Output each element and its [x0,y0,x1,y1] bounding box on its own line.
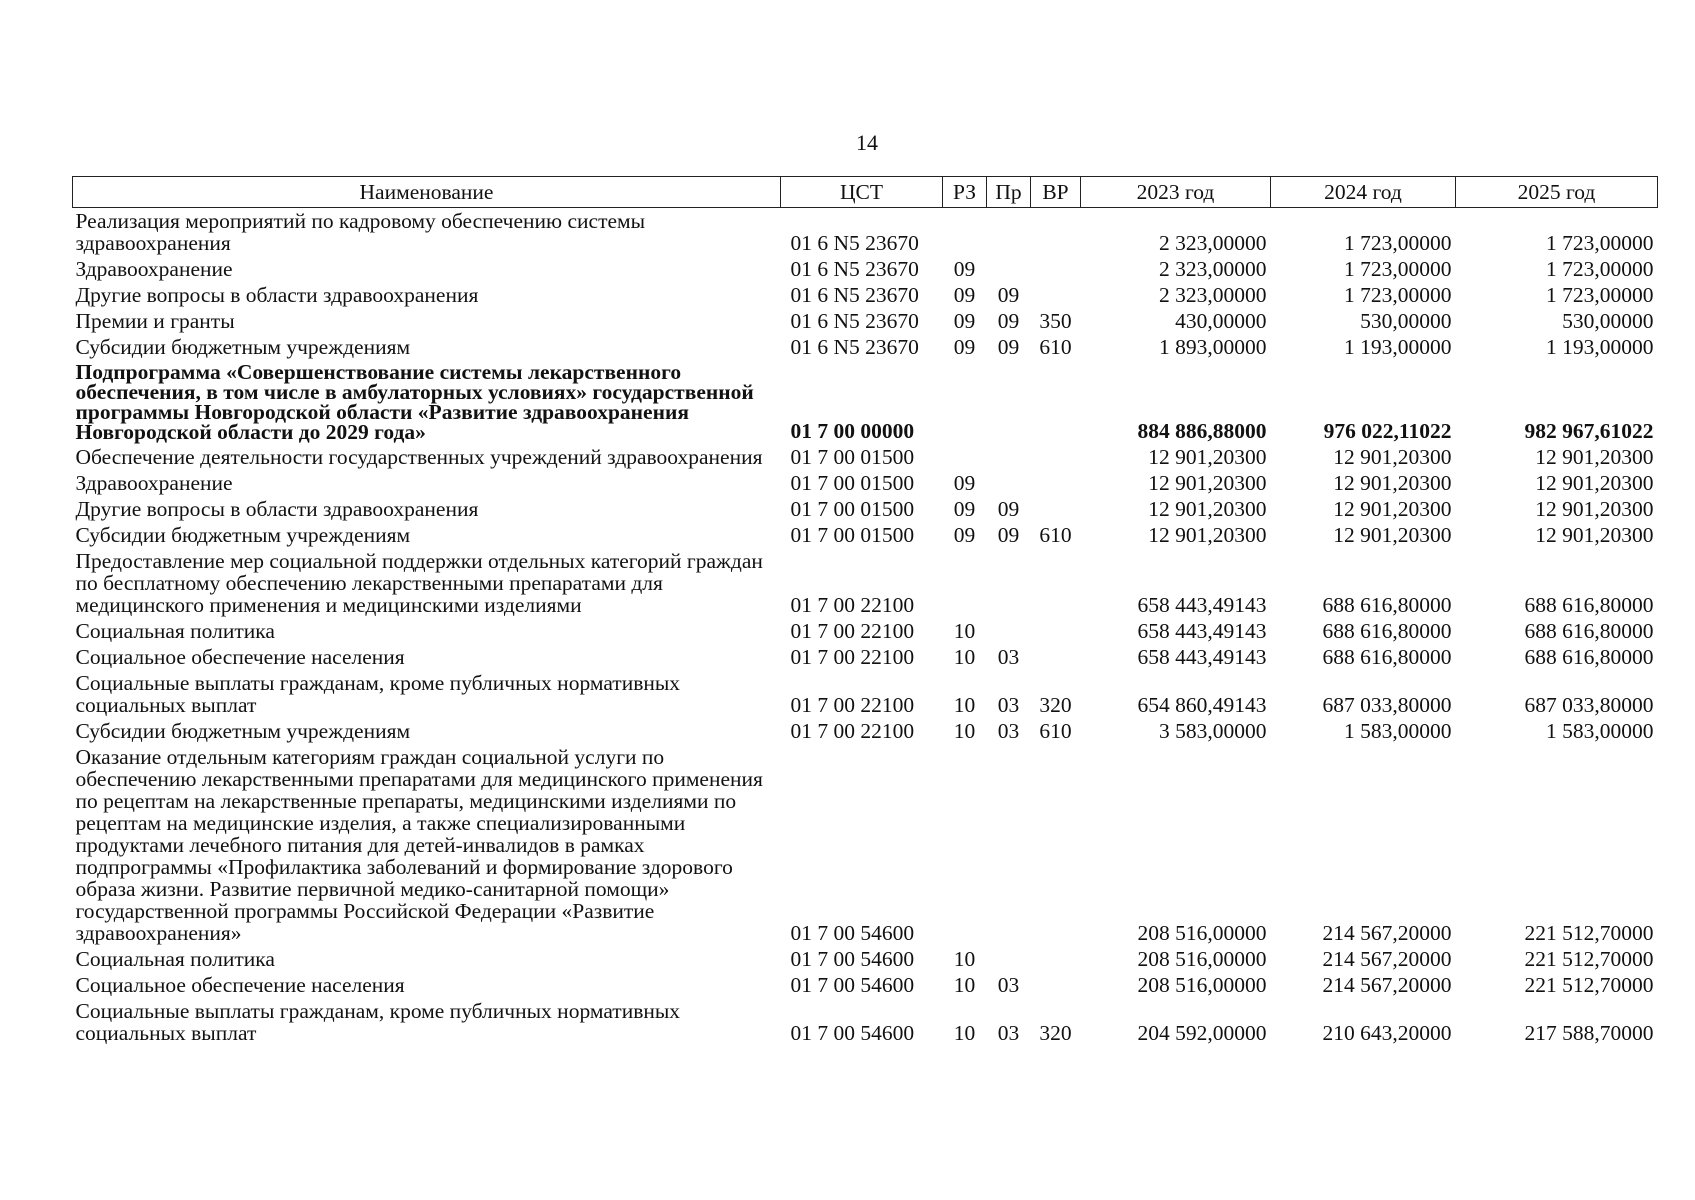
row-name: Социальное обеспечение населения [75,973,405,997]
row-2023: 12 901,20300 [1148,497,1267,521]
row-2024: 214 567,20000 [1322,973,1452,997]
row-vr [1031,550,1081,620]
row-name: Здравоохранение [75,257,233,281]
row-vr [1031,646,1081,672]
row-2025: 982 967,61022 [1524,419,1654,443]
row-rz: 10 [953,973,976,997]
header-cst: ЦСТ [781,177,943,208]
row-cst: 01 7 00 22100 [790,619,915,643]
row-cst: 01 6 N5 23670 [790,335,919,359]
row-vr [1031,620,1081,646]
row-cst: 01 7 00 54600 [790,947,915,971]
row-2025: 687 033,80000 [1524,693,1654,717]
row-2025: 221 512,70000 [1524,947,1654,971]
row-vr [1031,362,1081,446]
row-pr: 03 [997,693,1020,717]
row-rz: 10 [953,947,976,971]
row-name: Обеспечение деятельности государственных учреждений здравоохранения [75,445,763,469]
table-row [73,208,1658,259]
row-2024: 976 022,11022 [1323,419,1452,443]
row-pr: 09 [997,335,1020,359]
table-row [73,720,1658,746]
row-name: Субсидии бюджетным учреждениям [75,523,411,547]
row-cst: 01 7 00 22100 [790,645,915,669]
row-name: Субсидии бюджетным учреждениям [75,719,411,743]
table-row [73,258,1658,284]
header-2024: 2024 год [1271,177,1456,208]
row-vr [1031,974,1081,1000]
row-rz: 09 [953,471,976,495]
row-2024: 12 901,20300 [1333,471,1452,495]
table-row [73,310,1658,336]
row-vr: 610 [1039,523,1072,547]
row-name: Предоставление мер социальной поддержки отдельных категорий граждан по бесплатному обеспечению лекарственными препаратами для медицинского применения и медицинскими изделиями [75,549,763,617]
row-2023: 3 583,00000 [1159,719,1267,743]
row-2024: 12 901,20300 [1333,523,1452,547]
row-name: Здравоохранение [75,471,233,495]
row-rz: 10 [953,1021,976,1045]
row-rz [943,208,987,259]
row-cst: 01 6 N5 23670 [790,283,919,307]
row-2023: 2 323,00000 [1159,257,1267,281]
row-2025: 12 901,20300 [1535,445,1654,469]
row-2023: 12 901,20300 [1148,471,1267,495]
page-number: 14 [856,130,878,155]
row-vr [1031,446,1081,472]
row-vr [1031,746,1081,948]
table-row [73,284,1658,310]
row-name: Социальная политика [75,947,275,971]
row-rz: 09 [953,283,976,307]
row-vr [1031,498,1081,524]
row-pr [987,258,1031,284]
table-row [73,746,1658,948]
row-2024: 12 901,20300 [1333,497,1452,521]
row-2023: 430,00000 [1175,309,1267,333]
row-vr [1031,208,1081,259]
row-cst: 01 7 00 01500 [790,523,915,547]
row-name: Премии и гранты [75,309,235,333]
header-2025: 2025 год [1456,177,1658,208]
row-cst: 01 7 00 01500 [790,471,915,495]
row-cst: 01 7 00 22100 [790,593,915,617]
row-cst: 01 6 N5 23670 [790,309,919,333]
row-cst: 01 7 00 54600 [790,973,915,997]
row-rz [943,446,987,472]
row-pr [987,550,1031,620]
row-2023: 208 516,00000 [1137,921,1267,945]
row-pr: 03 [997,719,1020,743]
row-cst: 01 6 N5 23670 [790,231,919,255]
row-rz [943,362,987,446]
row-name: Социальные выплаты гражданам, кроме публичных нормативных социальных выплат [75,999,681,1045]
row-name: Подпрограмма «Совершенствование системы лекарственного обеспечения, в том числе в амбулаторных условиях» государственной программы Новгородской области «Развитие здравоохранения Новгородской области до 2029 года» [75,360,754,444]
row-name: Реализация мероприятий по кадровому обеспечению системы здравоохранения [75,209,646,255]
row-name: Социальное обеспечение населения [75,645,405,669]
row-cst: 01 7 00 00000 [790,419,915,443]
row-name: Субсидии бюджетным учреждениям [75,335,411,359]
row-pr: 03 [997,645,1020,669]
row-2024: 1 723,00000 [1344,283,1452,307]
table-row [73,646,1658,672]
row-2024: 1 723,00000 [1344,257,1452,281]
row-2024: 1 193,00000 [1344,335,1452,359]
table-header-row [73,177,1658,208]
row-pr: 03 [997,1021,1020,1045]
table-row-subprogram [73,362,1658,446]
row-pr [987,948,1031,974]
row-2025: 688 616,80000 [1524,645,1654,669]
row-2025: 12 901,20300 [1535,497,1654,521]
row-rz [943,550,987,620]
row-cst: 01 7 00 22100 [790,693,915,717]
row-pr [987,208,1031,259]
row-pr [987,746,1031,948]
row-pr: 09 [997,497,1020,521]
row-2025: 1 723,00000 [1546,257,1654,281]
row-pr [987,620,1031,646]
header-rz: РЗ [943,177,987,208]
row-vr: 610 [1039,335,1072,359]
row-2024: 214 567,20000 [1322,921,1452,945]
row-rz: 09 [953,257,976,281]
row-vr [1031,472,1081,498]
table-row [73,1000,1658,1048]
row-vr: 610 [1039,719,1072,743]
row-2023: 204 592,00000 [1137,1021,1267,1045]
row-pr: 09 [997,523,1020,547]
row-name: Другие вопросы в области здравоохранения [75,497,479,521]
header-2023: 2023 год [1081,177,1271,208]
row-cst: 01 7 00 22100 [790,719,915,743]
row-2023: 654 860,49143 [1137,693,1267,717]
row-vr: 350 [1039,309,1072,333]
row-rz: 10 [953,719,976,743]
table-row [73,948,1658,974]
row-name: Социальная политика [75,619,275,643]
row-2025: 221 512,70000 [1524,921,1654,945]
row-rz: 10 [953,645,976,669]
table-row [73,498,1658,524]
table-row [73,550,1658,620]
row-pr [987,446,1031,472]
row-2025: 1 583,00000 [1546,719,1654,743]
row-2024: 210 643,20000 [1322,1021,1452,1045]
row-rz: 10 [953,693,976,717]
row-vr [1031,284,1081,310]
row-cst: 01 6 N5 23670 [790,257,919,281]
row-2024: 687 033,80000 [1322,693,1452,717]
row-rz: 09 [953,309,976,333]
row-2023: 884 886,88000 [1137,419,1267,443]
row-rz [943,746,987,948]
header-name: Наименование [73,177,781,208]
table-row [73,620,1658,646]
budget-table-container [72,176,1657,1048]
table-row [73,524,1658,550]
row-2025: 1 193,00000 [1546,335,1654,359]
row-2024: 530,00000 [1360,309,1452,333]
row-cst: 01 7 00 54600 [790,1021,915,1045]
row-2025: 1 723,00000 [1546,283,1654,307]
row-2023: 2 323,00000 [1159,231,1267,255]
row-pr [987,472,1031,498]
row-2023: 12 901,20300 [1148,523,1267,547]
header-vr: ВР [1031,177,1081,208]
row-cst: 01 7 00 54600 [790,921,915,945]
row-vr [1031,258,1081,284]
row-2025: 530,00000 [1562,309,1654,333]
row-2025: 12 901,20300 [1535,523,1654,547]
row-2023: 208 516,00000 [1137,947,1267,971]
row-2024: 688 616,80000 [1322,593,1452,617]
row-2025: 12 901,20300 [1535,471,1654,495]
row-2023: 658 443,49143 [1137,593,1267,617]
row-2025: 217 588,70000 [1524,1021,1654,1045]
row-2025: 688 616,80000 [1524,619,1654,643]
row-2023: 208 516,00000 [1137,973,1267,997]
row-2024: 12 901,20300 [1333,445,1452,469]
row-2025: 688 616,80000 [1524,593,1654,617]
row-name: Социальные выплаты гражданам, кроме публичных нормативных социальных выплат [75,671,681,717]
row-2025: 221 512,70000 [1524,973,1654,997]
budget-table [72,176,1658,1048]
row-2024: 1 583,00000 [1344,719,1452,743]
row-pr: 09 [997,283,1020,307]
row-pr: 09 [997,309,1020,333]
row-2025: 1 723,00000 [1546,231,1654,255]
table-row [73,336,1658,362]
row-2024: 688 616,80000 [1322,645,1452,669]
row-2023: 2 323,00000 [1159,283,1267,307]
header-pr: Пр [987,177,1031,208]
row-cst: 01 7 00 01500 [790,497,915,521]
row-2023: 1 893,00000 [1159,335,1267,359]
row-name: Оказание отдельным категориям граждан социальной услуги по обеспечению лекарственными препаратами для медицинского применения по рецептам на лекарственные препараты, медицинскими изделиями по рецептам на медицинские изделия, а также специализированными продуктами лечебного питания для детей-инвалидов в рамках подпрограммы «Профилактика заболеваний и формирование здорового образа жизни. Развитие первичной медико-санитарной помощи» государственной программы Российской Федерации «Развитие здравоохранения» [75,745,763,945]
row-2024: 214 567,20000 [1322,947,1452,971]
table-row [73,446,1658,472]
row-rz: 10 [953,619,976,643]
table-row [73,974,1658,1000]
row-vr: 320 [1039,693,1072,717]
row-pr [987,362,1031,446]
row-rz: 09 [953,335,976,359]
row-2023: 658 443,49143 [1137,619,1267,643]
row-cst: 01 7 00 01500 [790,445,915,469]
row-2024: 1 723,00000 [1344,231,1452,255]
row-pr: 03 [997,973,1020,997]
table-row [73,472,1658,498]
table-row [73,672,1658,720]
row-rz: 09 [953,497,976,521]
row-name: Другие вопросы в области здравоохранения [75,283,479,307]
row-2024: 688 616,80000 [1322,619,1452,643]
row-2023: 658 443,49143 [1137,645,1267,669]
row-2023: 12 901,20300 [1148,445,1267,469]
row-rz: 09 [953,523,976,547]
row-vr: 320 [1039,1021,1072,1045]
row-vr [1031,948,1081,974]
